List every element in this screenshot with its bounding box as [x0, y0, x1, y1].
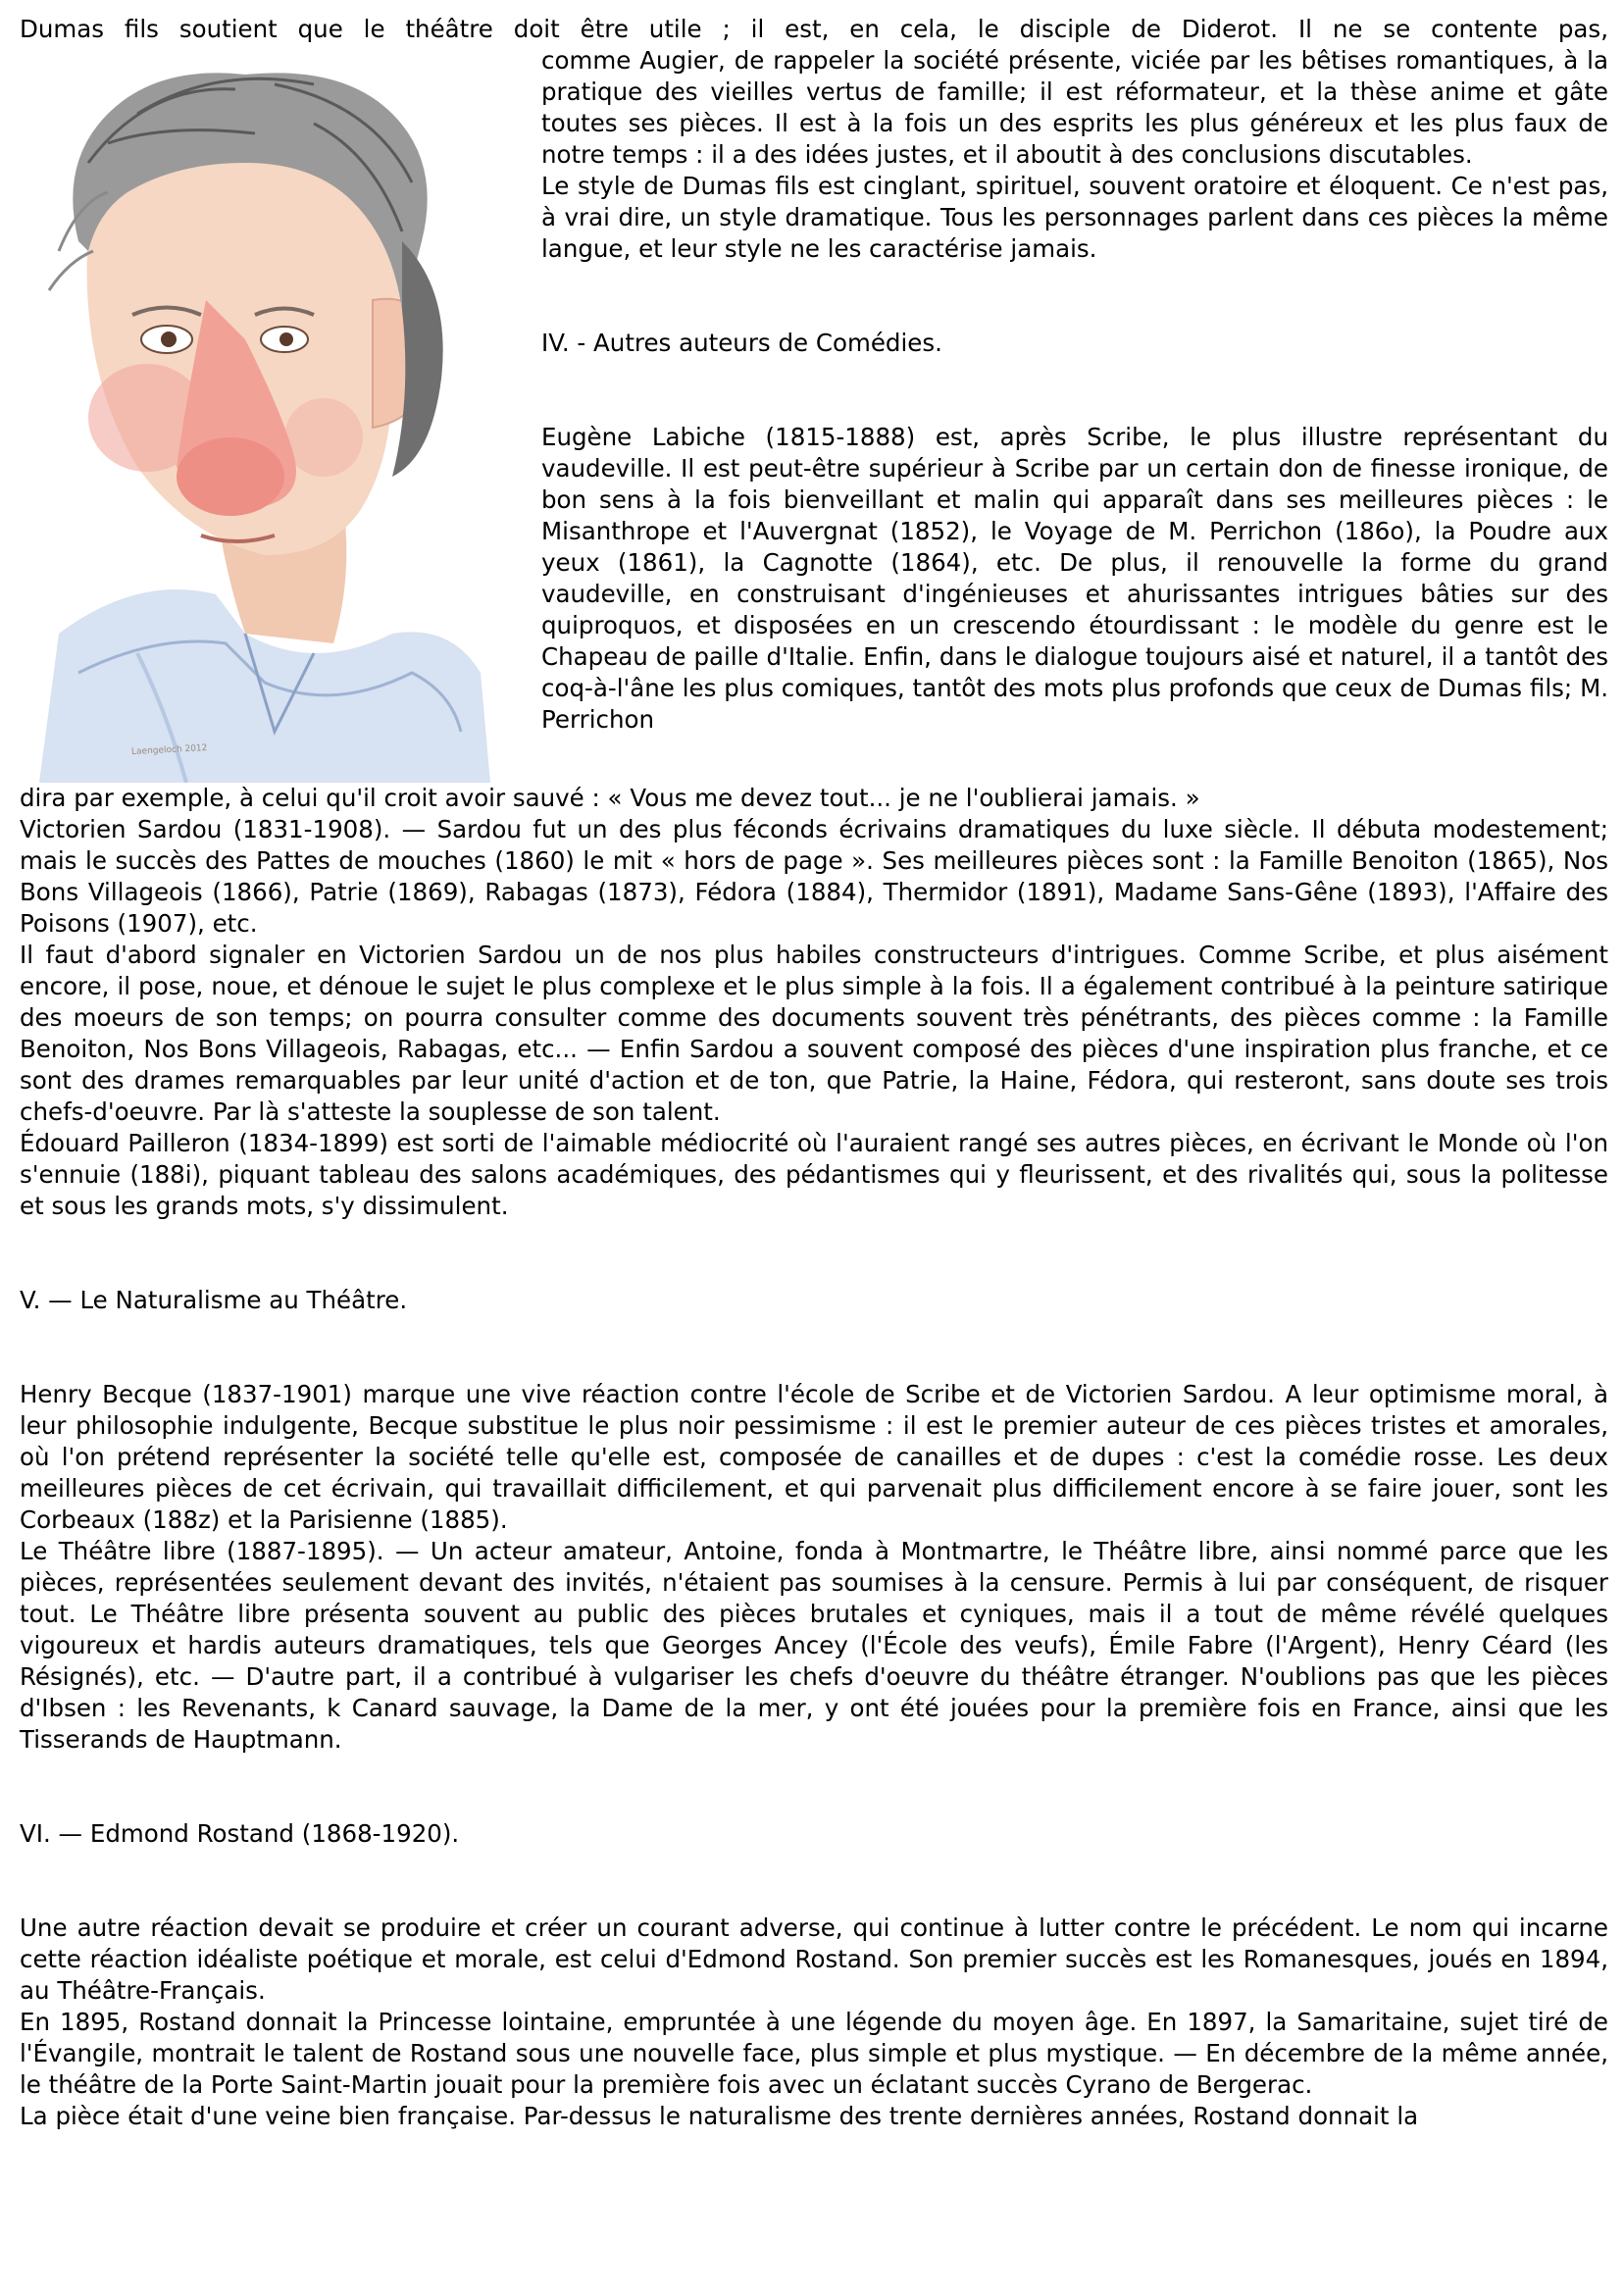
paragraph-sardou: Victorien Sardou (1831-1908). — Sardou fut un des plus féconds écrivains dramatiques du luxe siècle. Il débuta modestement; mais le succès des Pattes de mouches (1860) le mit « hors de page ». Ses meilleures pièces sont : la Famille Benoiton (1865), Nos Bons Villageois (1866), Patrie (1869), Rabagas (1873), Fédora (1884), Thermidor (1891), Madame Sans-Gêne (1893), l'Affaire des Poisons (1907), etc.	[20, 815, 1608, 938]
paragraph-pailleron: Édouard Pailleron (1834-1899) est sorti de l'aimable médiocrité où l'auraient rangé ses autres pièces, en écrivant le Monde où l'on s'ennuie (188i), piquant tableau des salons académiques, des pédantismes qui y fleurissent, et des rivalités qui, sous la politesse et sous les grands mots, s'y dissimulent.	[20, 1129, 1608, 1220]
spacer	[20, 1316, 1608, 1379]
paragraph-augier: comme Augier, de rappeler la société présente, viciée par les bêtises romantiques, à la pratique des vieilles vertus de famille; il est réformateur, et la thèse anime et gâte toutes ses pièces. Il est à la fois un des esprits les plus généreux et les plus faux de notre temps : il a des idées justes, et il aboutit à des conclusions discutables.	[541, 46, 1608, 169]
document-page	[20, 14, 1608, 2132]
section-v-heading: V. — Le Naturalisme au Théâtre.	[20, 1286, 408, 1314]
paragraph-becque: Henry Becque (1837-1901) marque une vive réaction contre l'école de Scribe et de Victorien Sardou. A leur optimisme moral, à leur philosophie indulgente, Becque substitue le plus noir pessimisme : il est le premier auteur de ces pièces tristes et amorales, où l'on prétend représenter la société telle qu'elle est, composée de canailles et de dupes : c'est la comédie rosse. Les deux meilleures pièces de cet écrivain, qui travaillait difficilement, et qui parvenait plus difficilement encore à se faire jouer, sont les Corbeaux (188z) et la Parisienne (1885).	[20, 1380, 1608, 1534]
caricature-portrait-icon	[20, 45, 520, 783]
spacer	[20, 1756, 1608, 1818]
paragraph-labiche-continuation: dira par exemple, à celui qu'il croit avoir sauvé : « Vous me devez tout... je ne l'oublierai jamais. »	[20, 784, 1200, 812]
paragraph-rostand-1895: En 1895, Rostand donnait la Princesse lointaine, empruntée à une légende du moyen âge. En 1897, la Samaritaine, sujet tiré de l'Évangile, montrait le talent de Rostand sous une nouvelle face, plus simple et plus mystique. — En décembre de la même année, le théâtre de la Porte Saint-Martin jouait pour la première fois avec un éclatant succès Cyrano de Bergerac.	[20, 2008, 1608, 2099]
paragraph-rostand-reaction: Une autre réaction devait se produire et créer un courant adverse, qui continue à lutter contre le précédent. Le nom qui incarne cette réaction idéaliste poétique et morale, est celui d'Edmond Rostand. Son premier succès est les Romanesques, joués en 1894, au Théâtre-Français.	[20, 1913, 1608, 2005]
paragraph-rostand-veine: La pièce était d'une veine bien française. Par-dessus le naturalisme des trente dernières années, Rostand donnait la	[20, 2102, 1419, 2130]
paragraph-theatre-libre: Le Théâtre libre (1887-1895). — Un acteur amateur, Antoine, fonda à Montmartre, le Théâtre libre, ainsi nommé parce que les pièces, représentées seulement devant des invités, n'étaient pas soumises à la censure. Permis à lui par conséquent, de risquer tout. Le Théâtre libre présenta souvent au public des pièces brutales et cyniques, mais il a tout de même révélé quelques vigoureux et hardis auteurs dramatiques, tels que Georges Ancey (l'École des veufs), Émile Fabre (l'Argent), Henry Céard (les Résignés), etc. — D'autre part, il a contribué à vulgariser les chefs d'oeuvre du théâtre étranger. N'oublions pas que les pièces d'Ibsen : les Revenants, k Canard sauvage, la Dame de la mer, y ont été jouées pour la première fois en France, ainsi que les Tisserands de Hauptmann.	[20, 1537, 1608, 1754]
section-vi-heading: VI. — Edmond Rostand (1868-1920).	[20, 1819, 460, 1848]
paragraph-labiche: Eugène Labiche (1815-1888) est, après Scribe, le plus illustre représentant du vaudeville. Il est peut-être supérieur à Scribe par un certain don de finesse ironique, de bon sens à la fois bienveillant et malin qui apparaît dans ses meilleures pièces : le Misanthrope et l'Auvergnat (1852), le Voyage de M. Perrichon (186o), la Poudre aux yeux (1861), la Cagnotte (1864), etc. De plus, il renouvelle la forme du grand vaudeville, en construisant d'ingénieuses et ahurissantes intrigues bâties sur des quiproquos, et disposées en un crescendo étourdissant : le modèle du genre est le Chapeau de paille d'Italie. Enfin, dans le dialogue toujours aisé et naturel, il a tantôt des coq-à-l'âne les plus comiques, tantôt des mots plus profonds que ceux de Dumas fils; M. Perrichon	[541, 423, 1608, 734]
spacer	[20, 1850, 1608, 1912]
artist-signature: Laengeloch 2012	[130, 742, 208, 758]
spacer	[20, 1222, 1608, 1285]
caricature-portrait-image	[20, 45, 520, 783]
image-wrap-block	[20, 45, 1608, 783]
intro-first-line: Dumas fils soutient que le théâtre doit être utile ; il est, en cela, le disciple de Diderot. Il ne se contente pas,	[20, 15, 1608, 43]
paragraph-style-dumas: Le style de Dumas fils est cinglant, spirituel, souvent oratoire et éloquent. Ce n'est pas, à vrai dire, un style dramatique. Tous les personnages parlent dans ces pièces la même langue, et leur style ne les caractérise jamais.	[541, 172, 1608, 263]
section-iv-heading: IV. - Autres auteurs de Comédies.	[541, 329, 942, 357]
paragraph-sardou-intrigues: Il faut d'abord signaler en Victorien Sardou un de nos plus habiles constructeurs d'intrigues. Comme Scribe, et plus aisément encore, il pose, noue, et dénoue le sujet le plus complexe et le plus simple à la fois. Il a également contribué à la peinture satirique des moeurs de son temps; on pourra consulter comme des documents souvent très pénétrants, des pièces comme : la Famille Benoiton, Nos Bons Villageois, Rabagas, etc... — Enfin Sardou a souvent composé des pièces d'une inspiration plus franche, et ce sont des drames remarquables par leur unité d'action et de ton, que Patrie, la Haine, Fédora, qui resteront, sans doute ses trois chefs-d'oeuvre. Par là s'atteste la souplesse de son talent.	[20, 941, 1608, 1126]
